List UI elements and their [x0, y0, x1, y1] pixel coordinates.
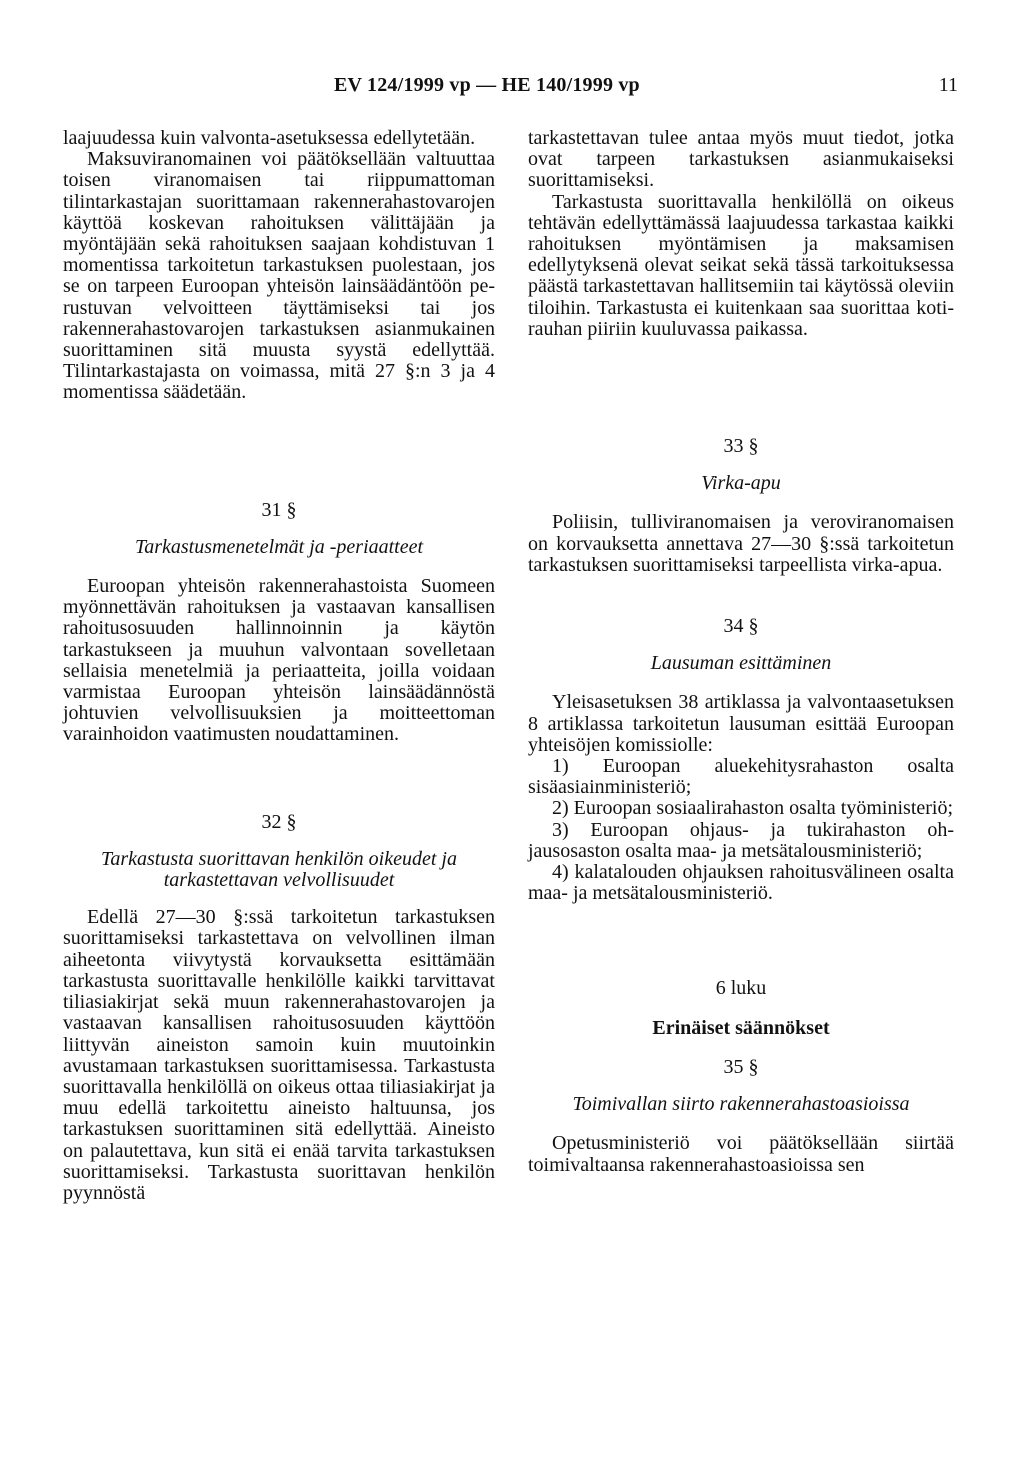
section-number-32: 32 § — [261, 810, 297, 833]
section-title-33: Virka-apu — [701, 472, 781, 495]
running-head: EV 124/1999 vp — HE 140/1999 vp — [334, 74, 640, 96]
section-title-34: Lausuman esittäminen — [650, 652, 832, 675]
list-item: 4) kalatalouden ohjauksen rahoitusvälineen osalta maa- ja metsätalousministeriö. — [528, 861, 954, 905]
page-number: 11 — [938, 74, 958, 96]
paragraph: Maksuviranomainen voi päätöksellään valtuuttaa toisen viranomaisen tai riippumattoman tilintarkastajan suorittamaan rakennerahastovarojen käyttöä koskevan rahoituksen välittäjään ja myöntäjään sekä rahoituksen saajaan kohdistuvan 1 momentissa tarkoitetun tarkastuksen puolestaan, jos se on tarpeen Euroopan yhteisön lainsäädäntöön perustuvan velvoitteen täyttämiseksi tai jos rakennerahastovarojen tarkastuksen asianmukainen suorittaminen sitä muusta syystä edellyttää. Tilintarkastajasta on voimassa, mitä 27 §:n 3 ja 4 momentissa säädetään. — [63, 148, 495, 404]
section-number-34: 34 § — [723, 615, 759, 638]
section-title-35: Toimivallan siirto rakennerahastoasioissa — [572, 1093, 910, 1116]
list-item: 1) Euroopan aluekehitysrahaston osalta sisäasiainministeriö; — [528, 755, 954, 799]
section-34-text: Yleisasetuksen 38 artiklassa ja valvontaasetuksen 8 artiklassa tarkoitetun lausuman esittää Euroopan yhteisöjen komissiolle: — [528, 691, 954, 756]
right-column — [528, 128, 954, 1176]
section-31-text: Euroopan yhteisön rakennerahastoista Suomeen myönnettävän rahoituksen ja vastaavan kansallisen rahoitusosuuden hallinnoinnin ja käytön tarkastukseen ja muuhun valvontaan sovelletaan sellaisia menetelmiä ja periaatteita, joilla voidaan varmistaa Euroopan yhteisön lainsäädännöstä johtuvien velvollisuuksien ja moitteettoman varainhoidon vaatimusten noudattaminen. — [63, 575, 495, 746]
section-number-31: 31 § — [261, 498, 297, 521]
list-item: 3) Euroopan ohjaus- ja tukirahaston ohjausosaston osalta maa- ja metsätalousministeriö; — [528, 818, 954, 862]
paragraph: Tarkastusta suorittavalla henkilöllä on oikeus tehtävän edellyttämässä laajuudessa tarkastaa kaikki rahoituksen myöntämisen ja maksamisen edellytyksenä olevat seikat sekä tässä tarkoituksessa päästä tarkastettavan hallitsemiin tai käytössä oleviin tiloihin. Tarkastusta ei kuitenkaan saa suorittaa kotirauhan piiriin kuuluvassa paikassa. — [528, 190, 954, 340]
section-number-33: 33 § — [723, 435, 759, 458]
chapter-number: 6 luku — [715, 977, 767, 1000]
section-number-35: 35 § — [723, 1055, 759, 1078]
list-item: 2) Euroopan sosiaalirahaston osalta työministeriö; — [552, 797, 954, 820]
section-32-text: Edellä 27—30 §:ssä tarkoitetun tarkastuksen suorittamiseksi tarkastettava on velvollinen ilman aiheetonta viivytystä korvauksetta esittämään tarkastusta suorittavalle henkilölle kaikki tarvittavat tiliasiakirjat sekä muun rakennerahastovarojen ja vastaavan kansallisen rahoitusosuuden käyttöön liittyvän aineiston samoin kuin muutoinkin avustamaan tarkastuksen suorittamisessa. Tarkastusta suorittavalla henkilöllä on oikeus ottaa tiliasiakirjat ja muu edellä tarkoitettu aineisto haltuunsa, jos tarkastuksen suorittaminen sitä edellyttää. Aineisto on palautettava, kun sitä ei enää tarvita tarkastuksen suorittamiseksi. Tarkastusta suorittavan henkilön pyynnöstä — [63, 906, 495, 1204]
section-title-32: Tarkastusta suorittavan henkilön oikeudet ja tarkastettavan velvollisuudet — [101, 847, 457, 892]
section-35-text: Opetusministeriö voi päätöksellään siirtää toimivaltaansa rakennerahastoasioissa sen — [528, 1132, 954, 1176]
continued-paragraph: laajuudessa kuin valvonta-asetuksessa edellytetään. — [63, 127, 476, 149]
continued-paragraph: tarkastettavan tulee antaa myös muut tiedot, jotka ovat tarpeen tarkastuksen asianmukaiseksi suorittamiseksi. — [528, 127, 954, 192]
page-header — [0, 74, 1024, 104]
chapter-title: Erinäiset säännökset — [652, 1016, 830, 1039]
section-33-text: Poliisin, tulliviranomaisen ja veroviranomaisen on korvauksetta annettava 27—30 §:ssä tarkoitetun tarkastuksen suorittamiseksi tarpeellista virka-apua. — [528, 511, 954, 576]
left-column — [63, 128, 495, 1204]
section-title-31: Tarkastusmenetelmät ja -periaatteet — [134, 535, 424, 558]
